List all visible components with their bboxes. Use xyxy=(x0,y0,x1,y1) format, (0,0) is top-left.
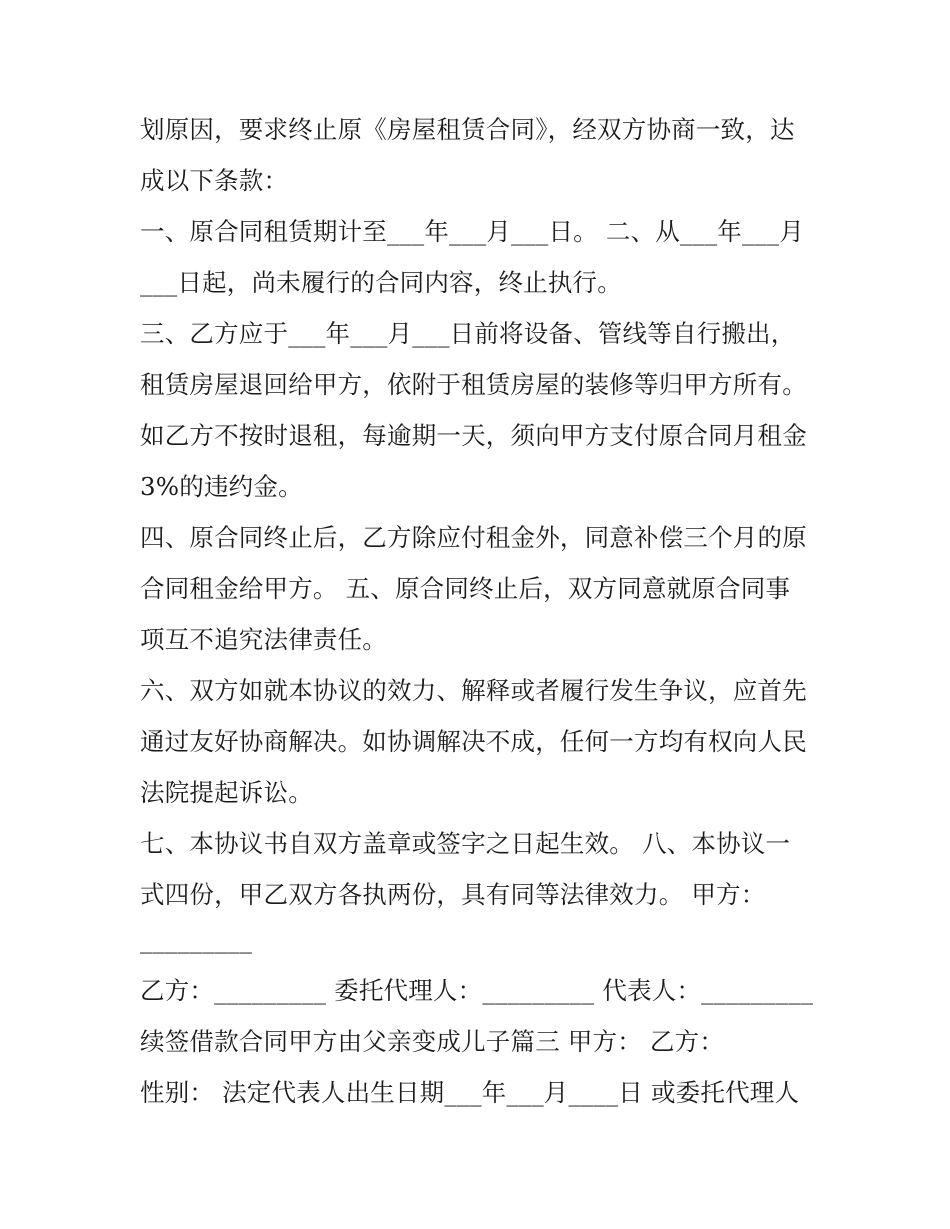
text-line-15: 七、本协议书自双方盖章或签字之日起生效。 八、本协议一 xyxy=(140,829,791,858)
text-line-3: 一、原合同租赁期计至___年___月___日。 二、从___年___月 xyxy=(140,217,805,246)
text-line-13: 通过友好协商解决。如协调解决不成，任何一方均有权向人民 xyxy=(140,727,807,756)
text-line-2: 成以下条款： xyxy=(140,166,289,195)
text-line-17: _________ xyxy=(140,925,253,954)
text-line-20: 性别： 法定代表人出生日期___年___月____日 或委托代理人 xyxy=(140,1078,800,1107)
text-line-14: 法院提起诉讼。 xyxy=(140,778,313,807)
text-line-16: 式四份，甲乙双方各执两份，具有同等法律效力。 甲方： xyxy=(140,880,766,909)
text-line-7: 如乙方不按时退租，每逾期一天，须向甲方支付原合同月租金 xyxy=(140,421,807,450)
text-line-4: ___日起，尚未履行的合同内容，终止执行。 xyxy=(140,268,622,297)
text-line-10: 合同租金给甲方。 五、原合同终止后，双方同意就原合同事 xyxy=(140,574,791,603)
text-line-9: 四、原合同终止后，乙方除应付租金外，同意补偿三个月的原 xyxy=(140,523,807,552)
text-line-1: 划原因，要求终止原《房屋租赁合同》，经双方协商一致，达 xyxy=(140,115,795,144)
text-line-5: 三、乙方应于___年___月___日前将设备、管线等自行搬出， xyxy=(140,319,796,348)
text-line-11: 项互不追究法律责任。 xyxy=(140,625,387,654)
text-line-19: 续签借款合同甲方由父亲变成儿子篇三 甲方： 乙方： xyxy=(140,1027,725,1056)
text-line-8: 3%的违约金。 xyxy=(140,472,303,501)
text-line-6: 租赁房屋退回给甲方，依附于租赁房屋的装修等归甲方所有。 xyxy=(140,370,807,399)
text-line-18: 乙方：_________ 委托代理人：_________ 代表人：_________ xyxy=(140,976,814,1005)
text-line-12: 六、双方如就本协议的效力、解释或者履行发生争议，应首先 xyxy=(140,676,807,705)
